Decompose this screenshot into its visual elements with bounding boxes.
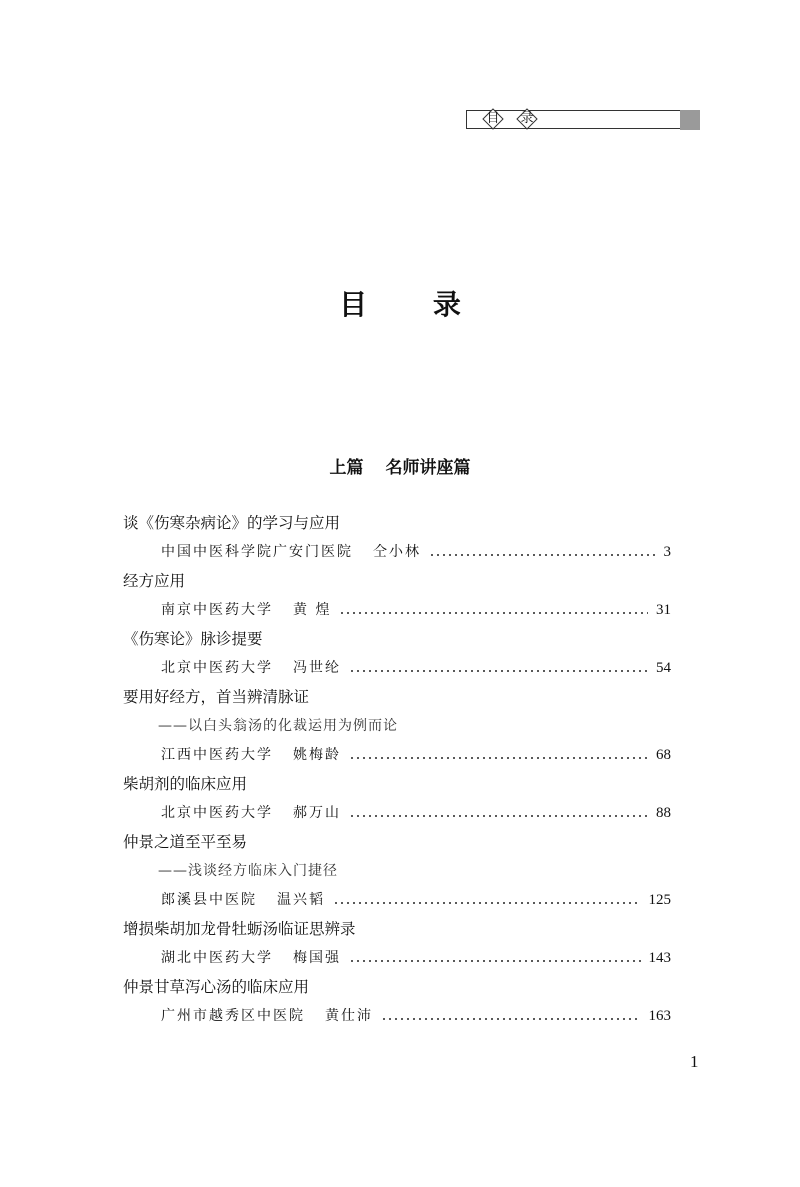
toc-page-number: 3 — [663, 544, 671, 560]
toc-title: 仲景之道至平至易 — [123, 833, 248, 851]
section-name: 名师讲座篇 — [385, 458, 471, 478]
toc-page-number: 31 — [656, 602, 671, 618]
toc-author: 仝小林 — [373, 544, 421, 560]
toc-author: 郝万山 — [293, 805, 341, 821]
toc-leader-dots — [333, 902, 641, 904]
toc-title: 谈《伤寒杂病论》的学习与应用 — [123, 514, 341, 532]
toc-leader-dots — [349, 670, 648, 672]
toc-leader-dots — [429, 554, 656, 556]
toc-institution: 江西中医药大学 — [161, 747, 273, 763]
toc-title: 仲景甘草泻心汤的临床应用 — [123, 978, 310, 996]
toc-leader-dots — [349, 815, 648, 817]
toc-title: 《伤寒论》脉诊提要 — [123, 630, 263, 648]
toc-leader-dots — [381, 1018, 641, 1020]
toc-title: 增损柴胡加龙骨牡蛎汤临证思辨录 — [123, 920, 356, 938]
toc-author: 黄仕沛 — [325, 1008, 373, 1024]
toc-institution: 湖北中医药大学 — [161, 950, 273, 966]
toc-author: 黄 煌 — [293, 602, 332, 618]
toc-title: 要用好经方，首当辨清脉证 — [123, 688, 310, 706]
toc-institution: 郎溪县中医院 — [161, 892, 257, 908]
section-title — [0, 453, 800, 478]
toc-author: 温兴韬 — [277, 892, 325, 908]
header-char-1: 目 — [486, 111, 500, 126]
toc-institution: 北京中医药大学 — [161, 660, 273, 676]
toc-page-number: 68 — [656, 747, 671, 763]
toc-entry — [123, 1002, 671, 1031]
toc-entry — [123, 741, 671, 770]
header-diamond-2 — [516, 108, 538, 130]
toc-leader-dots — [339, 612, 648, 614]
toc-subtitle: ——浅谈经方临床入门捷径 — [158, 863, 338, 879]
toc-institution: 北京中医药大学 — [161, 805, 273, 821]
running-header-left-cap — [466, 110, 467, 129]
toc-author: 冯世纶 — [293, 660, 341, 676]
toc-institution: 南京中医药大学 — [161, 602, 273, 618]
header-char-2: 录 — [520, 111, 534, 126]
toc-page-number: 163 — [648, 1008, 671, 1024]
toc-title: 经方应用 — [123, 572, 186, 590]
toc-page-number: 88 — [656, 805, 671, 821]
section-part: 上篇 — [329, 458, 364, 478]
toc-institution: 广州市越秀区中医院 — [161, 1008, 305, 1024]
page-title: 目 录 — [339, 288, 489, 321]
running-header-gray-block — [680, 110, 700, 130]
toc-leader-dots — [349, 757, 648, 759]
toc-author: 姚梅龄 — [293, 747, 341, 763]
table-of-contents — [123, 509, 671, 1031]
toc-title: 柴胡剂的临床应用 — [123, 775, 248, 793]
toc-entry — [123, 886, 671, 915]
toc-page-number: 54 — [656, 660, 671, 676]
toc-entry — [123, 654, 671, 683]
toc-page-number: 143 — [648, 950, 671, 966]
toc-page-number: 125 — [648, 892, 671, 908]
toc-entry — [123, 944, 671, 973]
header-diamond-1 — [482, 108, 504, 130]
toc-institution: 中国中医科学院广安门医院 — [161, 544, 353, 560]
toc-entry — [123, 596, 671, 625]
toc-entry — [123, 799, 671, 828]
toc-subtitle: ——以白头翁汤的化裁运用为例而论 — [158, 718, 398, 734]
toc-entry — [123, 538, 671, 567]
toc-leader-dots — [349, 960, 641, 962]
toc-author: 梅国强 — [293, 950, 341, 966]
page-number: 1 — [690, 1052, 699, 1071]
